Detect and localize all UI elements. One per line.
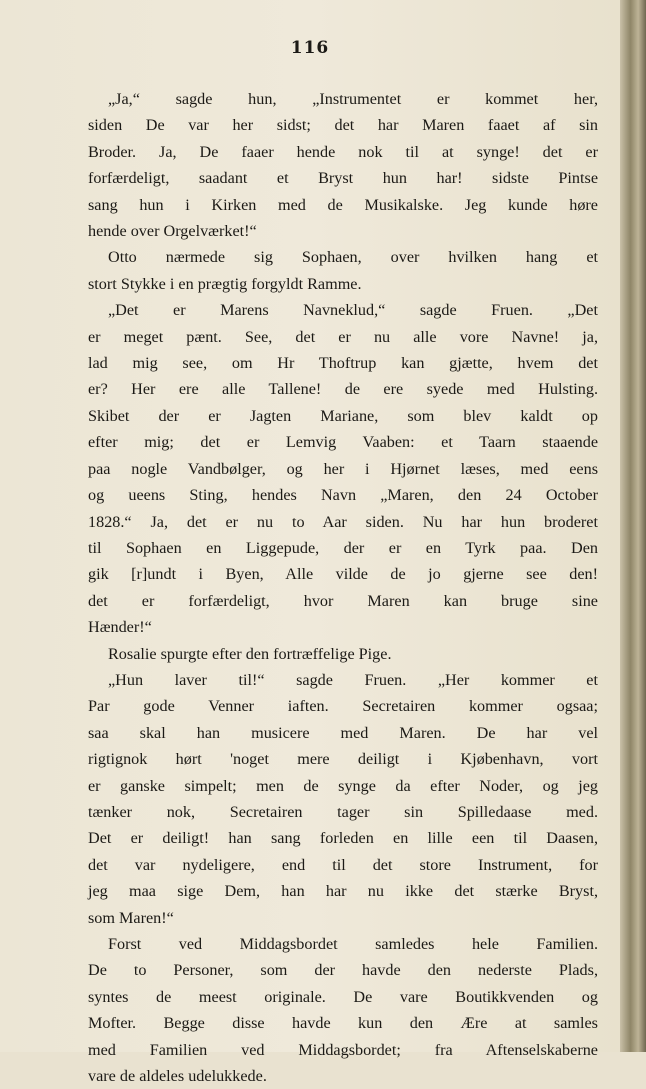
text-line: det er forfærdeligt, hvor Maren kan bruge sine [88,591,598,610]
text-line: Par gode Venner iaften. Secretairen kommer ogsaa; [88,697,598,716]
page-number: 116 [290,38,330,58]
text-line: gik [r]undt i Byen, Alle vilde de jo gjerne see den! [88,565,598,584]
text-line: forfærdeligt, saadant et Bryst hun har! sidste Pintse [88,169,598,188]
text-line: Skibet der er Jagten Mariane, som blev kaldt op [88,406,598,425]
text-line: tænker nok, Secretairen tager sin Spilledaase med. [88,802,598,821]
text-line: og ueens Sting, hendes Navn „Maren, den 24 October [88,486,598,505]
text-line: „Hun laver til!“ sagde Fruen. „Her kommer et [108,670,598,689]
text-line: siden De var her sidst; det har Maren faaet af sin [88,116,598,135]
text-line: er? Her ere alle Tallene! de ere syede med Hulsting. [88,380,598,399]
text-line: lad mig see, om Hr Thoftrup kan gjætte, hvem det [88,354,598,373]
text-line: Broder. Ja, De faaer hende nok til at synge! det er [88,142,598,161]
text-line: syntes de meest originale. De vare Boutikkvenden og [88,987,598,1006]
text-line: paa nogle Vandbølger, og her i Hjørnet læses, med eens [88,459,598,478]
text-line: til Sophaen en Liggepude, der er en Tyrk paa. Den [88,538,598,557]
text-line: Otto nærmede sig Sophaen, over hvilken hang et [108,248,598,267]
text-line: jeg maa sige Dem, han har nu ikke det stærke Bryst, [88,882,598,901]
text-line: efter mig; det er Lemvig Vaaben: et Taarn staaende [88,433,598,452]
text-line: Rosalie spurgte efter den fortræffelige Pige. [108,644,392,663]
text-line: er ganske simpelt; men de synge da efter Noder, og jeg [88,776,598,795]
text-line: De to Personer, som der havde den nederste Plads, [88,961,598,980]
text-line: stort Stykke i en prægtig forgyldt Ramme. [88,274,362,293]
text-line: saa skal han musicere med Maren. De har vel [88,723,598,742]
text-line: „Ja,“ sagde hun, „Instrumentet er kommet her, [108,90,598,108]
page-edge [620,0,646,1052]
text-line: rigtignok hørt 'noget mere deiligt i Kjøbenhavn, vort [88,750,598,769]
body-text [88,86,598,1089]
text-line: som Maren!“ [88,908,174,927]
text-line: sang hun i Kirken med de Musikalske. Jeg kunde høre [88,195,598,214]
text-line: med Familien ved Middagsbordet; fra Aftenselskaberne [88,1040,598,1059]
text-line: det var nydeligere, end til det store Instrument, for [88,855,598,874]
text-line: Forst ved Middagsbordet samledes hele Familien. [108,935,598,953]
text-line: „Det er Marens Navneklud,“ sagde Fruen. „Det [108,301,598,320]
text-line: er meget pænt. See, det er nu alle vore Navne! ja, [88,327,598,346]
text-line: Hænder!“ [88,618,152,637]
text-line: 1828.“ Ja, det er nu to Aar siden. Nu har hun broderet [88,512,598,531]
text-line: Det er deiligt! han sang forleden en lille een til Daasen, [88,829,598,848]
text-line: vare de aldeles udelukkede. [88,1067,267,1086]
text-line: hende over Orgelværket!“ [88,222,257,241]
text-line: Mofter. Begge disse havde kun den Ære at samles [88,1014,598,1033]
